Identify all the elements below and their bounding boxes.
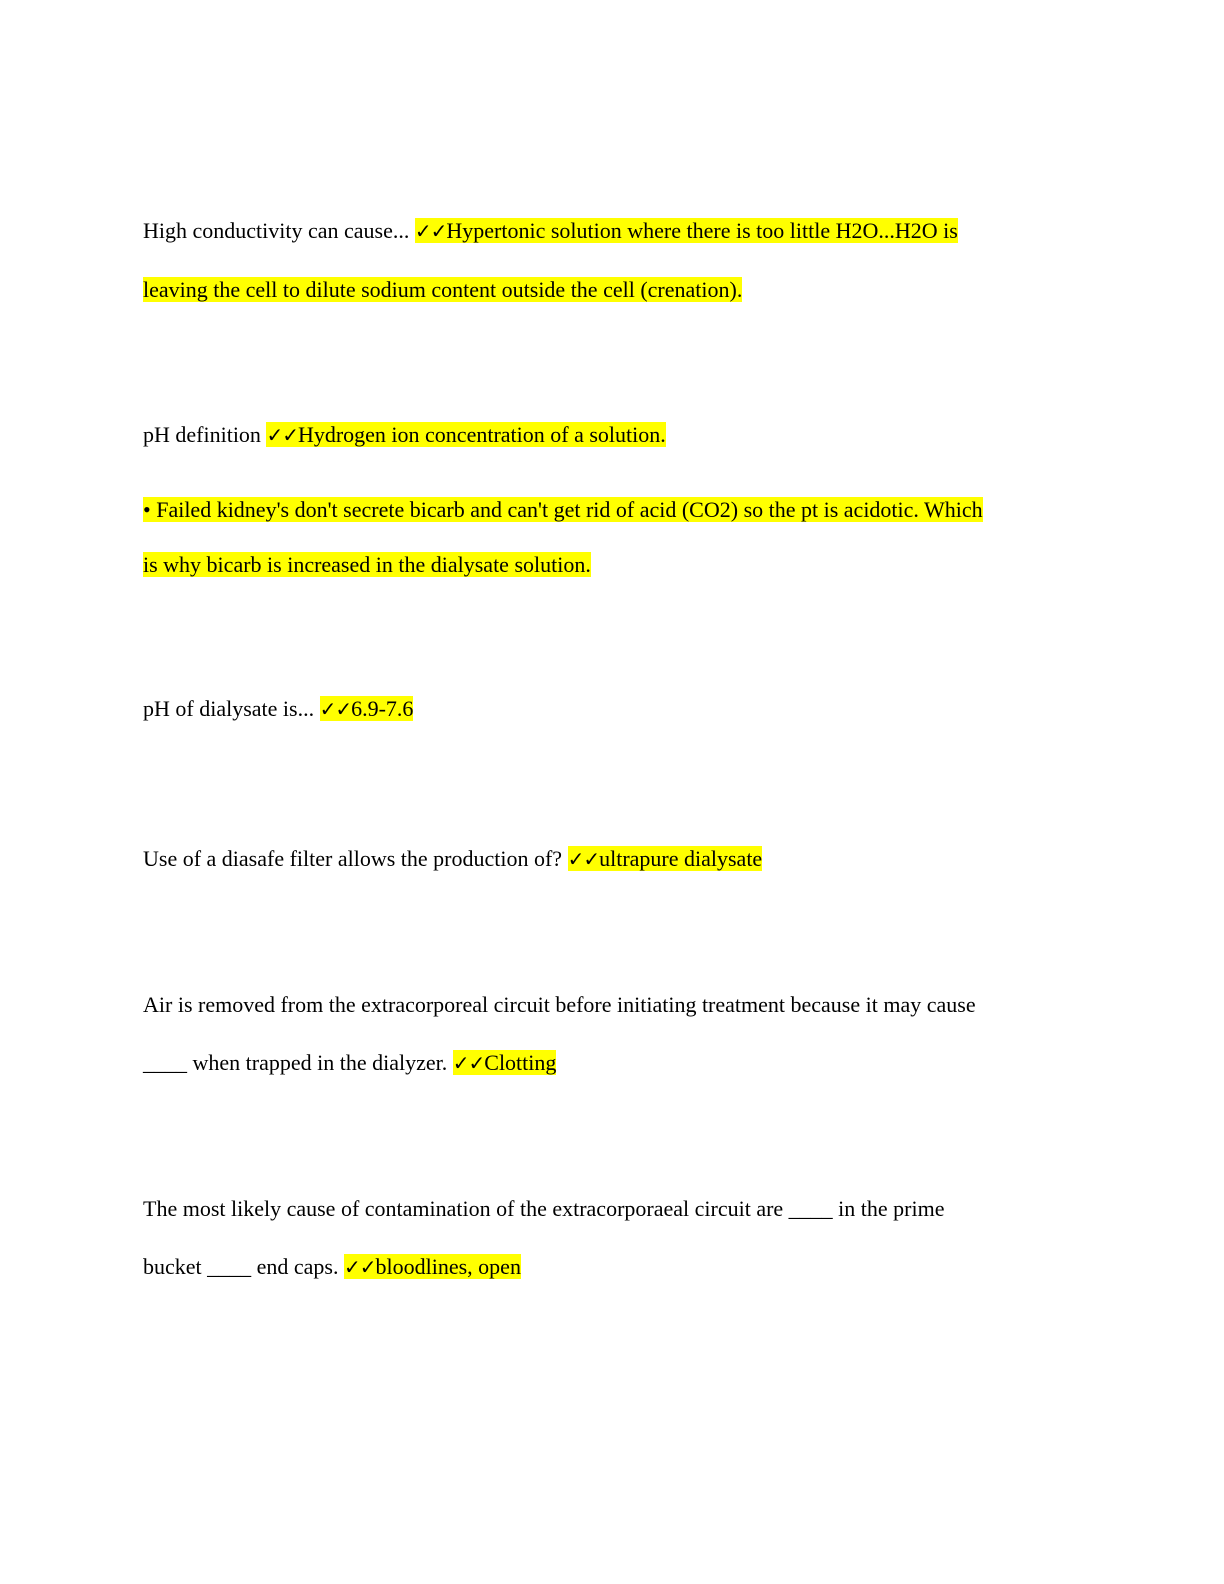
qa-2-answer: Hydrogen ion concentration of a solution. bbox=[297, 422, 666, 447]
qa-3-answer-highlight bbox=[320, 696, 414, 721]
qa-2-answer-highlight bbox=[266, 422, 665, 447]
qa-3-line-1 bbox=[143, 692, 413, 726]
qa-2-line-1 bbox=[143, 418, 666, 452]
qa-2-note-line-2 bbox=[143, 548, 591, 582]
qa-1-answer-line-1: Hypertonic solution where there is too little H2O...H2O is bbox=[446, 218, 958, 243]
double-check-icon: ✓✓ bbox=[567, 847, 600, 871]
double-check-icon: ✓✓ bbox=[266, 423, 298, 447]
qa-2-note-line-2-text: is why bicarb is increased in the dialysate solution. bbox=[143, 552, 591, 577]
qa-3-question: pH of dialysate is... bbox=[143, 696, 320, 721]
qa-4-answer: ultrapure dialysate bbox=[599, 846, 763, 871]
qa-1-line-2 bbox=[143, 273, 742, 307]
qa-4-answer-highlight bbox=[568, 846, 763, 871]
qa-6-answer-highlight bbox=[344, 1254, 521, 1279]
qa-5-line-2 bbox=[143, 1046, 556, 1080]
qa-1-answer-line-2: leaving the cell to dilute sodium content outside the cell (crenation). bbox=[143, 277, 743, 302]
qa-6-question-line-1: The most likely cause of contamination of the extracorporaeal circuit are ____ in the prime bbox=[143, 1196, 945, 1221]
double-check-icon: ✓✓ bbox=[319, 697, 352, 721]
qa-1-line-1 bbox=[143, 214, 958, 248]
qa-4-line-1 bbox=[143, 842, 762, 876]
qa-2-question: pH definition bbox=[143, 422, 267, 447]
qa-1-answer-highlight bbox=[415, 218, 958, 243]
qa-6-answer: bloodlines, open bbox=[375, 1254, 521, 1279]
qa-3-answer: 6.9-7.6 bbox=[351, 696, 414, 721]
double-check-icon: ✓✓ bbox=[452, 1051, 485, 1075]
qa-6-question-line-2: bucket ____ end caps. bbox=[143, 1254, 344, 1279]
qa-5-answer: Clotting bbox=[484, 1050, 557, 1075]
qa-6-line-2 bbox=[143, 1250, 521, 1284]
qa-5-question-line-1: Air is removed from the extracorporeal circuit before initiating treatment because it may cause bbox=[143, 992, 976, 1017]
qa-5-line-1 bbox=[143, 988, 976, 1022]
double-check-icon: ✓✓ bbox=[344, 1255, 376, 1279]
double-check-icon: ✓✓ bbox=[414, 219, 447, 243]
qa-6-line-1 bbox=[143, 1192, 944, 1226]
qa-5-question-line-2: ____ when trapped in the dialyzer. bbox=[143, 1050, 453, 1075]
qa-5-answer-highlight bbox=[453, 1050, 557, 1075]
qa-2-note-line-1 bbox=[143, 493, 983, 527]
qa-1-question: High conductivity can cause... bbox=[143, 218, 415, 243]
qa-4-question: Use of a diasafe filter allows the production of? bbox=[143, 846, 568, 871]
qa-2-note-line-1-text: • Failed kidney's don't secrete bicarb and can't get rid of acid (CO2) so the pt is acidotic. Which bbox=[143, 497, 983, 522]
